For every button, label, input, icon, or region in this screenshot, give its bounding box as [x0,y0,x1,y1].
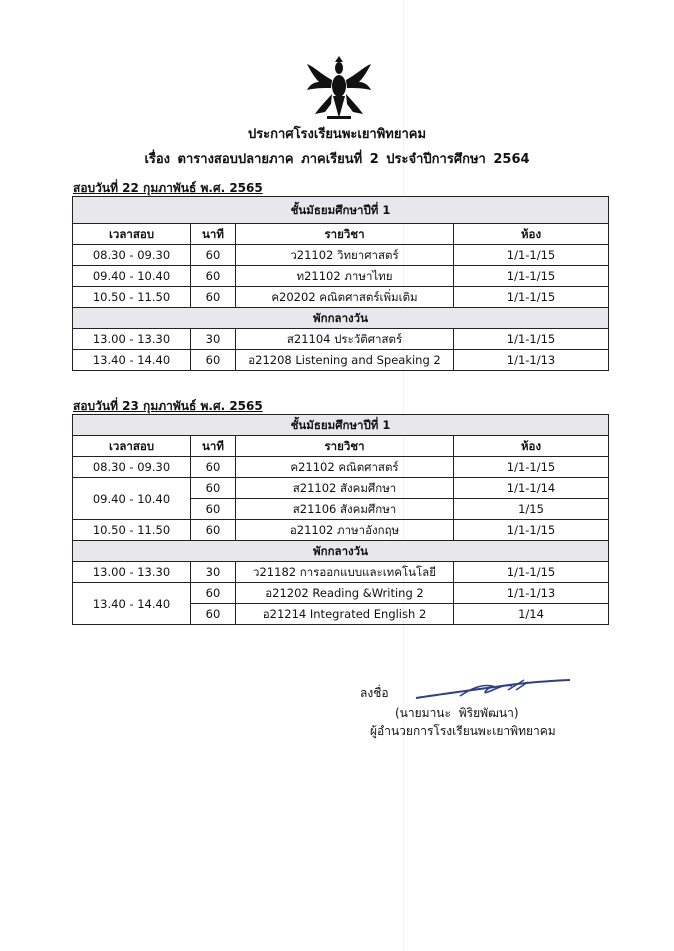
exam-time: 10.50 - 11.50 [73,287,191,308]
exam-room: 1/14 [454,604,609,625]
exam-subject: ส21104 ประวัติศาสตร์ [236,329,454,350]
exam-room: 1/1-1/15 [454,520,609,541]
lunch-break-row [73,541,609,562]
signatory-name: (นายมานะ พิริยพัฒนา) [395,706,519,720]
day2-schedule-table [72,414,609,625]
exam-subject: ว21102 วิทยาศาสตร์ [236,245,454,266]
day1-label: สอบวันที่ 22 กุมภาพันธ์ พ.ศ. 2565 [73,181,263,195]
table-row [73,245,609,266]
exam-minutes: 60 [191,266,236,287]
exam-subject: อ21102 ภาษาอังกฤษ [236,520,454,541]
column-header-room: ห้อง [454,224,609,245]
exam-time: 13.40 - 14.40 [73,583,191,625]
table-row [73,266,609,287]
exam-room: 1/1-1/15 [454,457,609,478]
signature-label: ลงชื่อ [360,686,389,700]
exam-minutes: 30 [191,329,236,350]
column-header-minutes: นาที [191,436,236,457]
table-row [73,583,609,604]
exam-subject: ค21102 คณิตศาสตร์ [236,457,454,478]
exam-room: 1/1-1/15 [454,245,609,266]
exam-room: 1/1-1/15 [454,562,609,583]
lunch-break-row [73,308,609,329]
exam-subject: ส21106 สังคมศึกษา [236,499,454,520]
grade-label: ชั้นมัธยมศึกษาปีที่ 1 [73,197,609,224]
table-row [73,520,609,541]
exam-minutes: 60 [191,457,236,478]
exam-time: 08.30 - 09.30 [73,245,191,266]
exam-time: 08.30 - 09.30 [73,457,191,478]
handwritten-signature [412,672,572,706]
table-row [73,350,609,371]
grade-header-row [73,415,609,436]
exam-time: 10.50 - 11.50 [73,520,191,541]
column-header-time: เวลาสอบ [73,436,191,457]
exam-subject: ท21102 ภาษาไทย [236,266,454,287]
exam-minutes: 60 [191,499,236,520]
exam-minutes: 60 [191,520,236,541]
lunch-break-label: พักกลางวัน [73,308,609,329]
exam-minutes: 30 [191,562,236,583]
column-header-row [73,224,609,245]
exam-minutes: 60 [191,350,236,371]
column-header-subject: รายวิชา [236,224,454,245]
exam-minutes: 60 [191,478,236,499]
exam-subject: อ21208 Listening and Speaking 2 [236,350,454,371]
exam-minutes: 60 [191,604,236,625]
grade-label: ชั้นมัธยมศึกษาปีที่ 1 [73,415,609,436]
exam-room: 1/1-1/13 [454,350,609,371]
exam-room: 1/1-1/15 [454,329,609,350]
exam-schedule-subject: เรื่อง ตารางสอบปลายภาค ภาคเรียนที่ 2 ประจำปีการศึกษา 2564 [144,152,530,167]
table-row [73,478,609,499]
exam-subject: อ21214 Integrated English 2 [236,604,454,625]
day1-schedule-table [72,196,609,371]
signatory-position: ผู้อำนวยการโรงเรียนพะเยาพิทยาคม [370,724,556,738]
exam-subject: ส21102 สังคมศึกษา [236,478,454,499]
table-row [73,287,609,308]
exam-time: 13.00 - 13.30 [73,329,191,350]
column-header-subject: รายวิชา [236,436,454,457]
exam-time: 13.00 - 13.30 [73,562,191,583]
exam-subject: ค20202 คณิตศาสตร์เพิ่มเติม [236,287,454,308]
exam-minutes: 60 [191,287,236,308]
exam-room: 1/1-1/13 [454,583,609,604]
table-row [73,329,609,350]
announcement-title: ประกาศโรงเรียนพะเยาพิทยาคม [247,127,427,142]
exam-room: 1/1-1/15 [454,266,609,287]
lunch-break-label: พักกลางวัน [73,541,609,562]
day2-label: สอบวันที่ 23 กุมภาพันธ์ พ.ศ. 2565 [73,399,263,413]
exam-time: 09.40 - 10.40 [73,266,191,287]
exam-minutes: 60 [191,245,236,266]
column-header-time: เวลาสอบ [73,224,191,245]
column-header-room: ห้อง [454,436,609,457]
exam-time: 09.40 - 10.40 [73,478,191,520]
grade-header-row [73,197,609,224]
exam-room: 1/1-1/14 [454,478,609,499]
exam-room: 1/1-1/15 [454,287,609,308]
column-header-minutes: นาที [191,224,236,245]
exam-subject: ว21182 การออกแบบและเทคโนโลยี [236,562,454,583]
exam-time: 13.40 - 14.40 [73,350,191,371]
garuda-emblem-icon [305,56,373,122]
column-header-row [73,436,609,457]
exam-room: 1/15 [454,499,609,520]
exam-subject: อ21202 Reading &Writing 2 [236,583,454,604]
table-row [73,562,609,583]
table-row [73,457,609,478]
exam-minutes: 60 [191,583,236,604]
